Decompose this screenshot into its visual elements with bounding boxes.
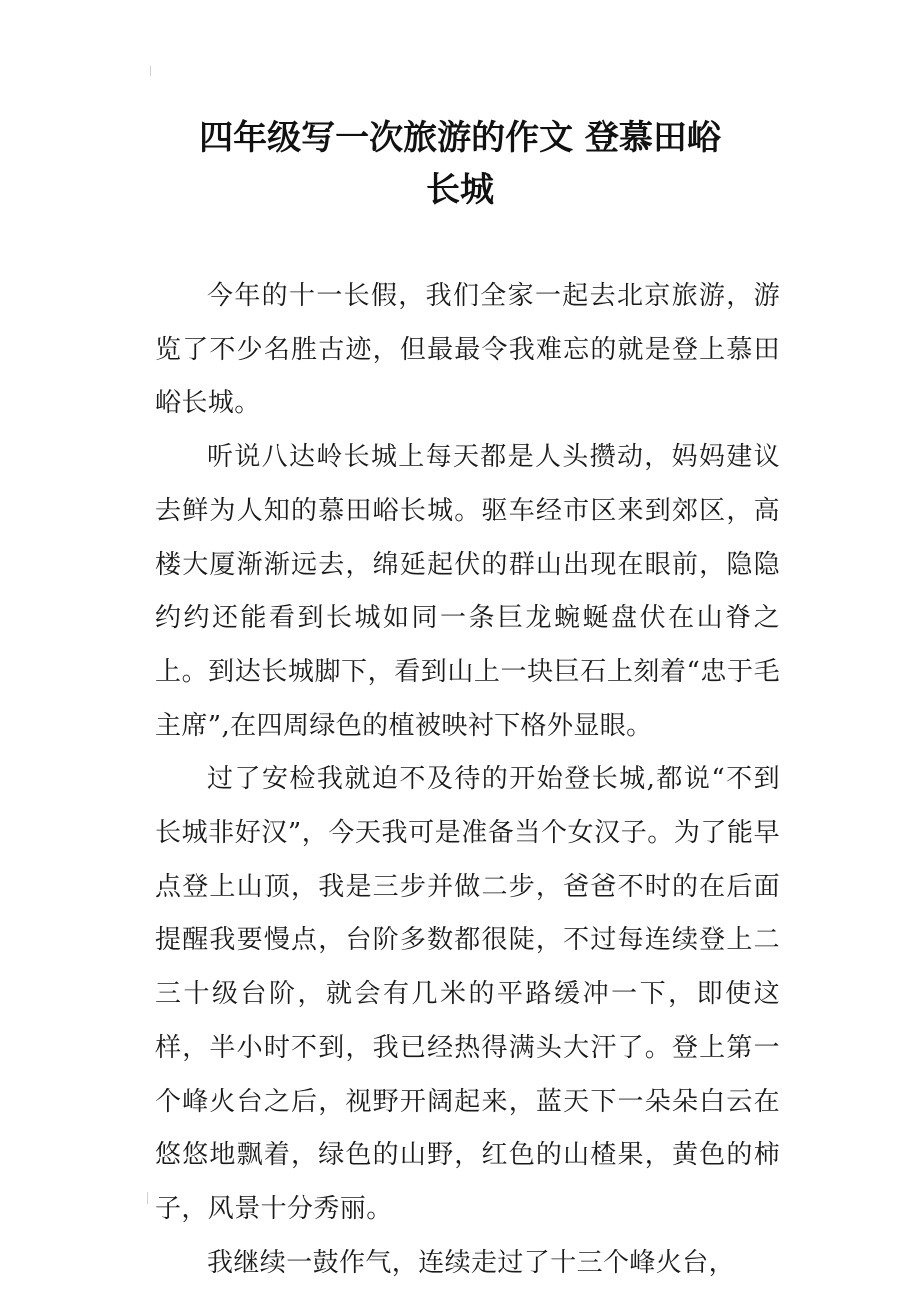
title-line-1: 四年级写一次旅游的作文 登慕田峪 xyxy=(199,118,721,158)
document-body xyxy=(155,270,780,1290)
paragraph-1: 今年的十一长假，我们全家一起去北京旅游，游览了不少名胜古迹，但最最令我难忘的就是登上慕田峪长城。 xyxy=(155,281,780,419)
page-corner-mark-top xyxy=(150,66,157,76)
page-corner-mark-bottom xyxy=(147,1192,154,1204)
document-title xyxy=(150,112,770,216)
paragraph-4: 我继续一鼓作气，连续走过了十三个峰火台， xyxy=(207,1247,736,1278)
paragraph-3: 过了安检我就迫不及待的开始登长城,都说“不到长城非好汉”，今天我可是准备当个女汉子。为了能早点登上山顶，我是三步并做二步，爸爸不时的在后面提醒我要慢点，台阶多数都很陡，不过每连续登上二三十级台阶，就会有几米的平路缓冲一下，即使这样，半小时不到，我已经热得满头大汗了。登上第一个峰火台之后，视野开阔起来，蓝天下一朵朵白云在悠悠地飘着，绿色的山野，红色的山楂果，黄色的柿子，风景十分秀丽。 xyxy=(155,764,780,1224)
title-line-2: 长城 xyxy=(426,170,494,210)
paragraph-2: 听说八达岭长城上每天都是人头攒动，妈妈建议去鲜为人知的慕田峪长城。驱车经市区来到郊区，高楼大厦渐渐远去，绵延起伏的群山出现在眼前，隐隐约约还能看到长城如同一条巨龙蜿蜒盘伏在山脊之上。到达长城脚下，看到山上一块巨石上刻着“忠于毛主席”,在四周绿色的植被映衬下格外显眼。 xyxy=(155,442,780,741)
